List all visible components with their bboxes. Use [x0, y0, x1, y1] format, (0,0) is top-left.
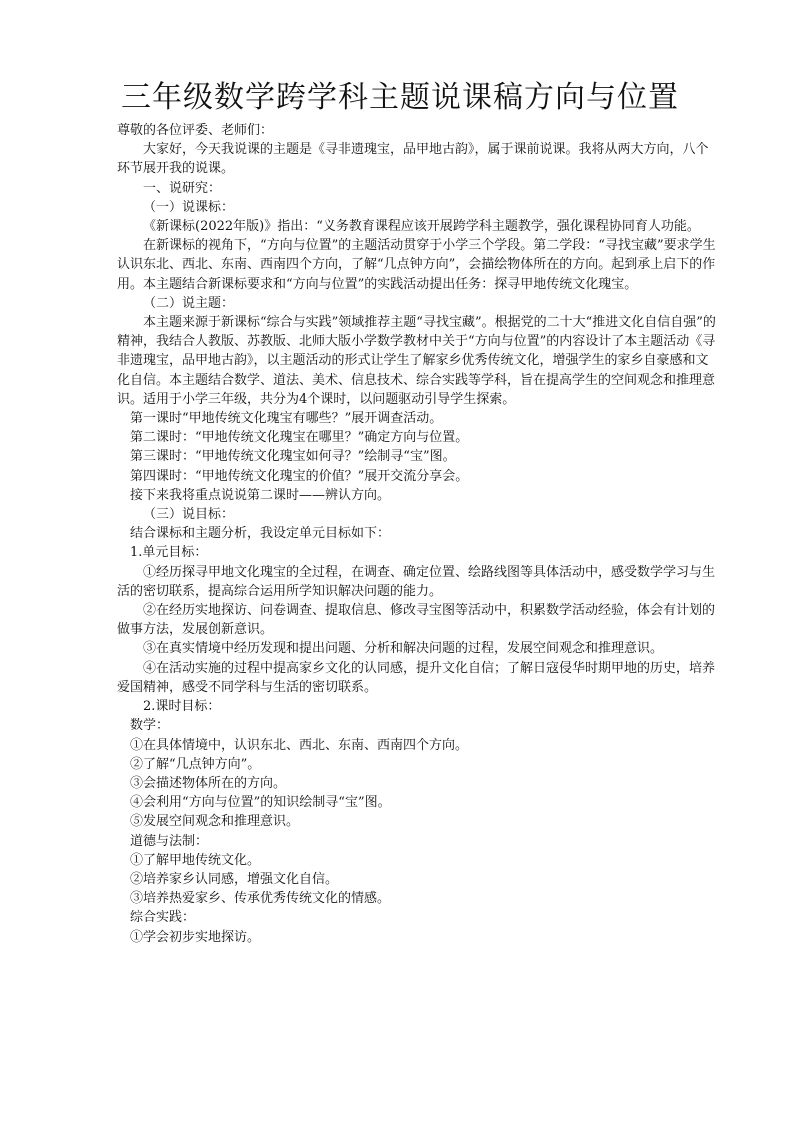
paragraph: ②在经历实地探访、问卷调查、提取信息、修改寻宝图等活动中，积累数学活动经验，体会有计划的做事方法，发展创新意识。	[117, 603, 716, 638]
paragraph: 1.单元目标：	[130, 545, 208, 561]
paragraph: （一）说课标：	[143, 199, 235, 215]
paragraph: ③培养热爱家乡、传承优秀传统文化的情感。	[130, 891, 391, 907]
paragraph: ③在真实情境中经历发现和提出问题、分析和解决问题的过程，发展空间观念和推理意识。	[143, 641, 664, 657]
document-title: 三年级数学跨学科主题说课稿方向与位置	[121, 80, 679, 115]
paragraph: ②了解“几点钟方向”。	[130, 756, 261, 772]
paragraph: 结合课标和主题分析，我设定单元目标如下：	[130, 526, 391, 542]
paragraph: 第三课时：“甲地传统文化瑰宝如何寻？”绘制寻“宝”图。	[130, 449, 456, 465]
paragraph: ④会利用“方向与位置”的知识绘制寻“宝”图。	[130, 795, 391, 811]
paragraph: 2.课时目标：	[143, 699, 221, 715]
paragraph: 在新课标的视角下，“方向与位置”的主题活动贯穿于小学三个学段。第二学段：“寻找宝藏”要求学生认识东北、西北、东南、西南四个方向，了解“几点钟方向”，会描绘物体所在的方向。起到承上启下的作用。本主题结合新课标要求和“方向与位置”的实践活动提出任务：探寻甲地传统文化瑰宝。	[117, 238, 716, 292]
paragraph: 一、说研究：	[143, 180, 222, 196]
paragraph: 第二课时：“甲地传统文化瑰宝在哪里？”确定方向与位置。	[130, 430, 469, 446]
paragraph: 《新课标(2022年版)》指出：“义务教育课程应该开展跨学科主题教学，强化课程协同育人功能。	[143, 219, 700, 235]
paragraph: ③会描述物体所在的方向。	[130, 775, 287, 791]
paragraph: 大家好，今天我说课的主题是《寻非遗瑰宝，品甲地古韵》，属于课前说课。我将从两大方向，八个环节展开我的说课。	[117, 142, 709, 177]
paragraph: 道德与法制：	[130, 833, 209, 849]
paragraph: （二）说主题：	[143, 295, 235, 311]
paragraph: ②培养家乡认同感，增强文化自信。	[130, 871, 339, 887]
paragraph: 第四课时：“甲地传统文化瑰宝的价值？”展开交流分享会。	[130, 468, 469, 484]
paragraph: 接下来我将重点说说第二课时——辨认方向。	[130, 487, 391, 503]
paragraph: （三）说目标：	[143, 507, 235, 523]
paragraph: 本主题来源于新课标“综合与实践”领域推荐主题“寻找宝藏”。根据党的二十大“推进文化自信自强”的精神，我结合人教版、苏教版、北师大版小学数学教材中关于“方向与位置”的内容设计了本主题活动《寻非遗瑰宝，品甲地古韵》，以主题活动的形式让学生了解家乡优秀传统文化，增强学生的家乡自豪感和文化自信。本主题结合数学、道法、美术、信息技术、综合实践等学科，旨在提高学生的空间观念和推理意识。适用于小学三年级，共分为4个课时，以问题驱动引导学生探索。	[117, 315, 716, 407]
paragraph: ①在具体情境中，认识东北、西北、东南、西南四个方向。	[130, 737, 469, 753]
paragraph: 综合实践：	[130, 910, 196, 926]
paragraph: ④在活动实施的过程中提高家乡文化的认同感，提升文化自信；了解日寇侵华时期甲地的历史，培养爱国精神，感受不同学科与生活的密切联系。	[117, 660, 716, 695]
paragraph: ①了解甲地传统文化。	[130, 852, 261, 868]
paragraph: ①经历探寻甲地文化瑰宝的全过程，在调查、确定位置、绘路线图等具体活动中，感受数学学习与生活的密切联系，提高综合运用所学知识解决问题的能力。	[117, 564, 716, 599]
paragraph: 第一课时“甲地传统文化瑰宝有哪些？”展开调查活动。	[130, 411, 443, 427]
paragraph: ⑤发展空间观念和推理意识。	[130, 814, 300, 830]
document-body	[117, 121, 717, 947]
paragraph: 尊敬的各位评委、老师们：	[117, 123, 274, 138]
paragraph: 数学：	[130, 718, 170, 734]
paragraph: ①学会初步实地探访。	[130, 929, 261, 945]
